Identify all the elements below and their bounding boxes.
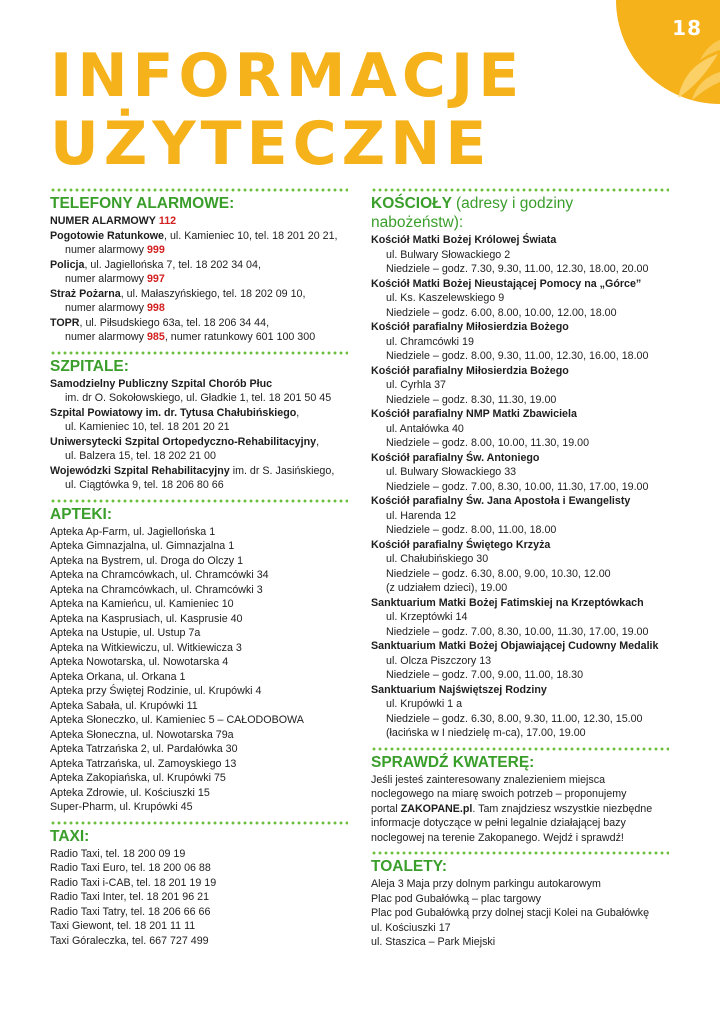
list-item: Apteka na Kamieńcu, ul. Kamieniec 10 xyxy=(50,598,234,610)
telefony-list: NUMER ALARMOWY 112 Pogotowie Ratunkowe, ul. Kamieniec 10, tel. 18 201 20 21, numer alarmowy 999 Policja, ul. Jagiellońska 7, tel. 18 202 34 04, numer alarmowy 997 Straż Pożarna, ul. Małaszyńskiego, tel. 18 202 09 10, numer alarmowy 998 TOPR, ul. Piłsudskiego 63a, tel. 18 206 34 44, numer alarmowy 985, numer ratunkowy 601 100 300 xyxy=(50,214,348,345)
church-name: Kościół Matki Bożej Nieustającej Pomocy na „Górce” xyxy=(371,277,642,290)
apteki-list xyxy=(50,525,348,815)
list-item: Apteka Słoneczna, ul. Nowotarska 79a xyxy=(50,728,234,741)
list-item: Apteka Nowotarska, ul. Nowotarska 4 xyxy=(50,656,229,668)
list-item: Apteka na Ustupie, ul. Ustup 7a xyxy=(50,627,201,639)
list-item: Radio Taxi Tatry, tel. 18 206 66 66 xyxy=(50,905,211,918)
list-item: Szpital Powiatowy im. dr. Tytusa Chałubińskiego, xyxy=(50,406,300,419)
list-item: Radio Taxi Inter, tel. 18 201 96 21 xyxy=(50,891,210,903)
list-item: Plac pod Gubałówką – plac targowy xyxy=(371,892,541,905)
church-name: Sanktuarium Matki Bożej Fatimskiej na Krzeptówkach xyxy=(371,596,644,609)
church-name: Kościół parafialny Miłosierdzia Bożego xyxy=(371,321,569,333)
section-divider xyxy=(50,188,348,192)
section-title-toalety: TOALETY: xyxy=(371,858,448,875)
koscioly-list: Kościół Matki Bożej Królowej Świata ul. Bulwary Słowackiego 2 Niedziele – godz. 7.30, 9.30, 11.00, 12.30, 18.00, 20.00 Kościół Matki Bożej Nieustającej Pomocy na „Górce” ul. Ks. Kaszelewskiego 9 Niedziele – godz. 6.00, 8.00, 10.00, 12.00, 18.00 Kościół parafialny Miłosierdzia Bożego ul. Chramcówki 19 Niedziele – godz. 8.00, 9.30, 11.00, 12.30, 16.00, 18.00 Kościół parafialny Miłosierdzia Bożego ul. Cyrhla 37 Niedziele – godz. 8.30, 11.30, 19.00 Kościół parafialny NMP Matki Zbawiciela ul. Antałówka 40 Niedziele – godz. 8.00, 10.00, 11.30, 19.00 Kościół parafialny Św. Antoniego ul. Bulwary Słowackiego 33 Niedziele – godz. 7.00, 8.30, 10.00, 11.30, 17.00, 19.00 Kościół parafialny Św. Jana Apostoła i Ewangelisty ul. Harenda 12 Niedziele – godz. 8.00, 11.00, 18.00 Kościół parafialny Świętego Krzyża ul. Chałubińskiego 30 Niedziele – godz. 6.30, 8.00, 9.00, 10.30, 12.00 (z udziałem dzieci), 19.00 Sanktuarium Matki Bożej Fatimskiej na Krzeptówkach ul. Krzeptówki 14 Niedziele – godz. 7.00, 8.30, 10.00, 11.30, 17.00, 19.00 Sanktuarium Matki Bożej Objawiającej Cudowny Medalik ul. Olcza Piszczory 13 Niedziele – godz. 7.00, 9.00, 11.00, 18.30 Sanktuarium Najświętszej Rodziny ul. Krupówki 1 a Niedziele – godz. 6.30, 8.00, 9.30, 11.00, 12.30, 15.00 (łacińska w I niedzielę m-ca), 17.00, 19.00 xyxy=(371,233,669,741)
list-item: Apteka Zdrowie, ul. Kościuszki 15 xyxy=(50,786,210,799)
list-item: Apteka Gimnazjalna, ul. Gimnazjalna 1 xyxy=(50,540,235,552)
section-divider xyxy=(50,821,348,825)
toalety-list xyxy=(371,877,669,950)
left-column xyxy=(50,188,348,948)
list-item: Apteka Tatrzańska, ul. Zamoyskiego 13 xyxy=(50,757,237,770)
section-title-taxi: TAXI: xyxy=(50,827,90,845)
list-item: Super-Pharm, ul. Krupówki 45 xyxy=(50,801,193,813)
church-name: Kościół parafialny Miłosierdzia Bożego xyxy=(371,364,569,377)
list-item: Apteka Zakopiańska, ul. Krupówki 75 xyxy=(50,772,226,784)
szpitale-list: Samodzielny Publiczny Szpital Chorób Płuc im. dr O. Sokołowskiego, ul. Gładkie 1, tel. 18 201 50 45 Szpital Powiatowy im. dr. Tytusa Chałubińskiego, ul. Kamieniec 10, tel. 18 201 20 21 Uniwersytecki Szpital Ortopedyczno-Rehabilitacyjny, ul. Balzera 15, tel. 18 202 21 00 Wojewódzki Szpital Rehabilitacyjny im. dr S. Jasińskiego, ul. Ciągtówka 9, tel. 18 206 80 66 xyxy=(50,377,348,493)
list-item: Policja, ul. Jagiellońska 7, tel. 18 202 34 04, xyxy=(50,258,261,271)
church-name: Kościół parafialny NMP Matki Zbawiciela xyxy=(371,408,577,420)
list-item: Aleja 3 Maja przy dolnym parkingu autokarowym xyxy=(371,878,601,890)
kwatery-paragraph: Jeśli jesteś zainteresowany znalezieniem miejsca noclegowego na miarę swoich potrzeb – proponujemy portal ZAKOPANE.pl. Tam znajdziesz wszystkie niezbędne informacje dotyczące w pełni legalnie działającej bazy noclegowej na terenie Zakopanego. Wejdź i sprawdź! xyxy=(371,773,653,844)
list-item: Apteka na Witkiewiczu, ul. Witkiewicza 3 xyxy=(50,641,242,654)
list-item: Samodzielny Publiczny Szpital Chorób Płuc xyxy=(50,377,273,390)
list-item: Taxi Góraleczka, tel. 667 727 499 xyxy=(50,934,209,947)
page-corner-decoration xyxy=(612,0,720,104)
church-name: Sanktuarium Najświętszej Rodziny xyxy=(371,683,547,696)
list-item: Apteka Słoneczko, ul. Kamieniec 5 – CAŁODOBOWA xyxy=(50,714,304,726)
list-item: Apteka Tatrzańska 2, ul. Pardałówka 30 xyxy=(50,743,238,755)
section-divider xyxy=(50,499,348,503)
section-divider xyxy=(50,351,348,355)
list-item: Apteka przy Świętej Rodzinie, ul. Krupówki 4 xyxy=(50,685,262,697)
section-divider xyxy=(371,851,669,855)
section-divider xyxy=(371,188,669,192)
list-item: Radio Taxi i-CAB, tel. 18 201 19 19 xyxy=(50,876,217,889)
list-item: Plac pod Gubałówką przy dolnej stacji Kolei na Gubałówkę xyxy=(371,907,650,919)
church-name: Kościół parafialny Św. Jana Apostoła i Ewangelisty xyxy=(371,495,631,507)
section-divider xyxy=(371,747,669,751)
page-title-line-1: INFORMACJE xyxy=(50,41,525,111)
list-item: ul. Staszica – Park Miejski xyxy=(371,936,496,948)
portal-link: ZAKOPANE.pl xyxy=(400,802,473,815)
list-item: Apteka Sabała, ul. Krupówki 11 xyxy=(50,699,198,712)
list-item: Apteka na Kasprusiach, ul. Kasprusie 40 xyxy=(50,612,243,625)
section-title-koscioly: KOŚCIOŁY (adresy i godziny nabożeństw): xyxy=(371,195,574,231)
page-number: 18 xyxy=(672,16,702,40)
section-title-telefony: TELEFONY ALARMOWE: xyxy=(50,195,235,212)
list-item: Taxi Giewont, tel. 18 201 11 11 xyxy=(50,920,196,932)
list-item: Apteka na Bystrem, ul. Droga do Olczy 1 xyxy=(50,554,244,567)
list-item: Apteka na Chramcówkach, ul. Chramcówki 3 xyxy=(50,583,263,596)
list-item: Straż Pożarna, ul. Małaszyńskiego, tel. 18 202 09 10, xyxy=(50,287,306,300)
list-item: TOPR, ul. Piłsudskiego 63a, tel. 18 206 34 44, xyxy=(50,316,270,329)
church-name: Kościół parafialny Św. Antoniego xyxy=(371,451,540,464)
taxi-list xyxy=(50,847,348,949)
list-item: Pogotowie Ratunkowe, ul. Kamieniec 10, tel. 18 201 20 21, xyxy=(50,229,338,242)
list-item: Wojewódzki Szpital Rehabilitacyjny im. dr S. Jasińskiego, xyxy=(50,464,335,477)
page-title xyxy=(50,42,524,178)
section-title-szpitale: SZPITALE: xyxy=(50,357,129,375)
right-column xyxy=(371,188,669,950)
list-item: Apteka na Chramcówkach, ul. Chramcówki 34 xyxy=(50,569,269,581)
church-name: Kościół parafialny Świętego Krzyża xyxy=(371,538,551,551)
list-item: Radio Taxi, tel. 18 200 09 19 xyxy=(50,847,186,860)
list-item: Radio Taxi Euro, tel. 18 200 06 88 xyxy=(50,862,211,874)
leaf-ornament-icon xyxy=(612,0,720,104)
church-name: Kościół Matki Bożej Królowej Świata xyxy=(371,234,557,246)
list-item: Uniwersytecki Szpital Ortopedyczno-Rehabilitacyjny, xyxy=(50,435,320,448)
list-item: ul. Kościuszki 17 xyxy=(371,921,451,934)
page-title-line-2: UŻYTECZNE xyxy=(50,109,492,179)
section-title-apteki: APTEKI: xyxy=(50,505,112,523)
church-name: Sanktuarium Matki Bożej Objawiającej Cudowny Medalik xyxy=(371,640,659,652)
list-item: Apteka Orkana, ul. Orkana 1 xyxy=(50,670,186,683)
section-title-kwatery: SPRAWDŹ KWATERĘ: xyxy=(371,753,535,771)
list-item: Apteka Ap-Farm, ul. Jagiellońska 1 xyxy=(50,525,216,538)
list-item: NUMER ALARMOWY 112 xyxy=(50,215,177,227)
